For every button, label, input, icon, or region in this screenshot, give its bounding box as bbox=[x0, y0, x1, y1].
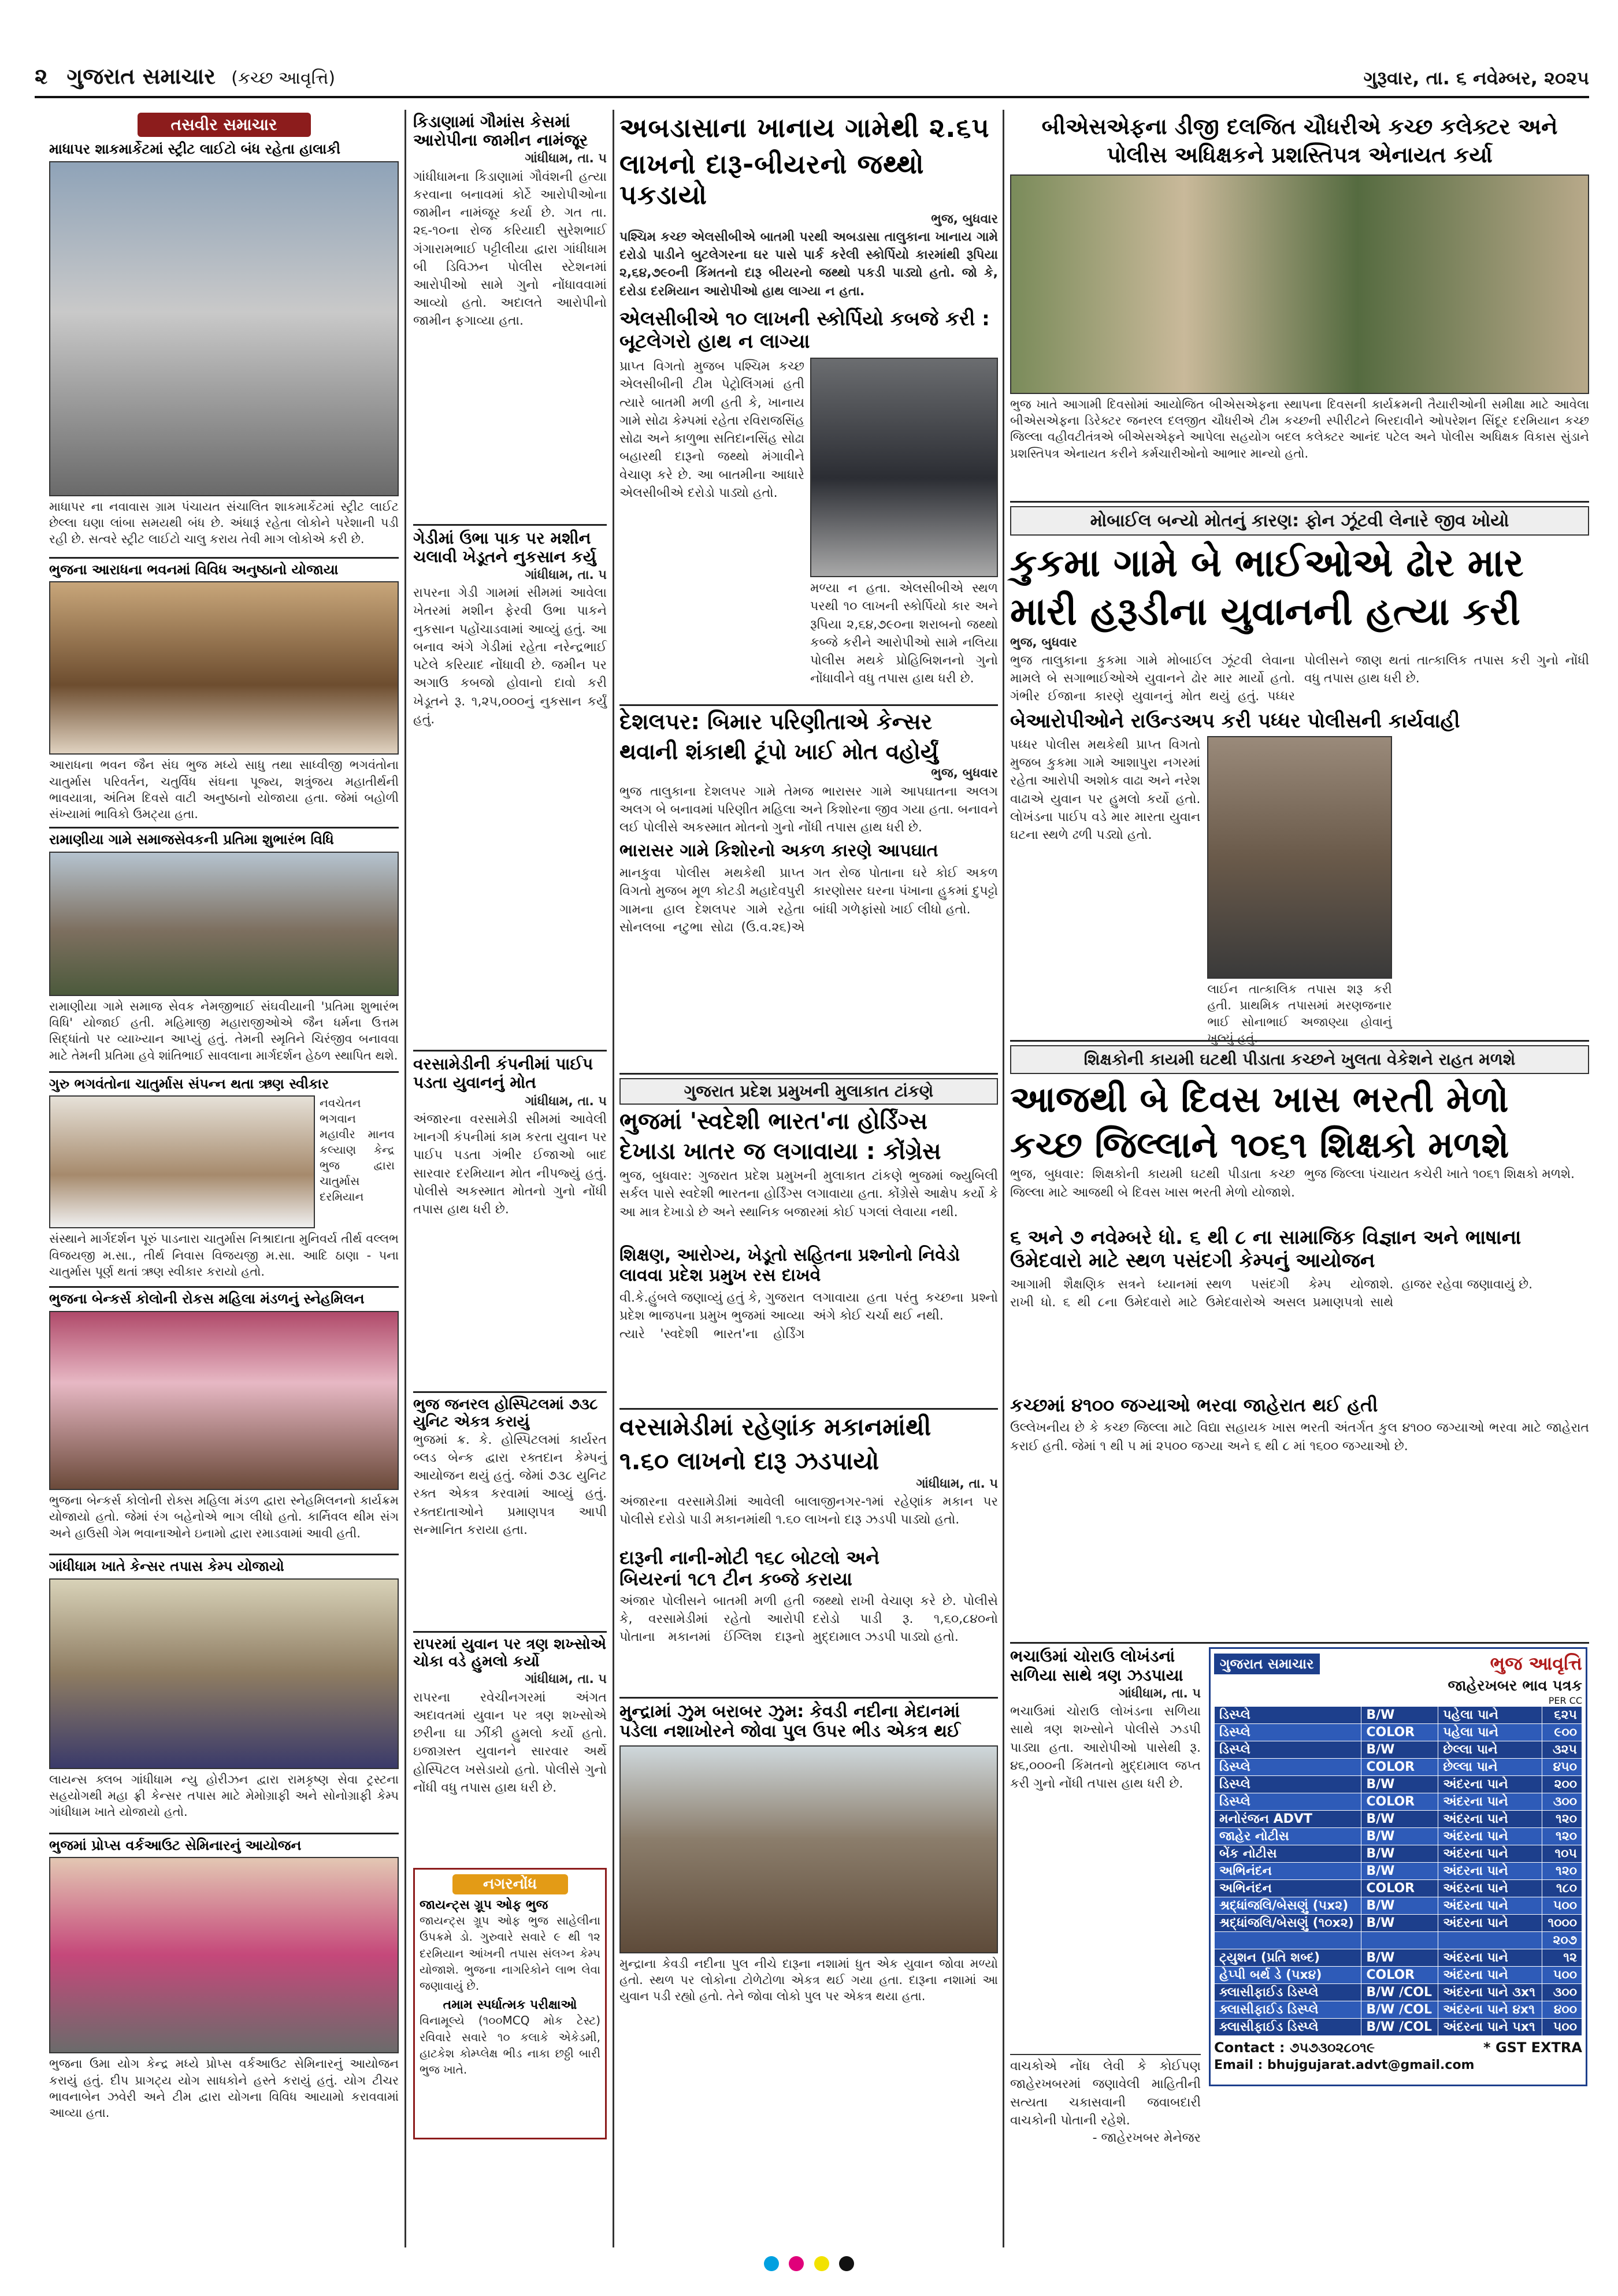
ad-cell-type: B/W bbox=[1361, 1811, 1438, 1828]
contact-label: Contact : bbox=[1214, 2039, 1285, 2056]
sub-headline bbox=[619, 1547, 998, 1590]
ad-rate-row bbox=[1215, 1724, 1582, 1741]
column-divider bbox=[1003, 110, 1004, 2247]
lead-headline bbox=[619, 113, 998, 210]
ad-cell-name: અભિનંદન bbox=[1215, 1880, 1361, 1897]
ad-cell-type: B/W /COL bbox=[1361, 1984, 1438, 2001]
divider bbox=[1010, 501, 1589, 503]
photo-caption: સંસ્થાને માર્ગદર્શન પૂરું પાડનારા ચાતુર્માસ નિશ્રાદાતા મુનિવર્ય તીર્થ વલ્લભ વિજયજી મ.સા., તીર્થ નિવાસ વિજયજી મ.સા. આદિ ઠાણા - પના ચાતુર્માસ પૂર્ણ થતાં ઋણ સ્વીકાર કરાયો હતો. bbox=[49, 1232, 399, 1279]
story-headline-line2: ૧.૬૦ લાખનો દારૂ ઝડપાયો bbox=[619, 1446, 879, 1475]
divider bbox=[413, 524, 607, 526]
ad-cell-name: ડિસ્પ્લે bbox=[1215, 1776, 1361, 1793]
story-headline: ભુજ જનરલ હોસ્પિટલમાં ૭૩૮ યુનિટ એકત્ર કરાયું bbox=[413, 1395, 598, 1431]
ad-cell-type: B/W bbox=[1361, 1897, 1438, 1915]
lead-headline-line2: મારી હરૂડીના યુવાનની હત્યા કરી bbox=[1010, 589, 1521, 634]
nagarnondh-box bbox=[413, 1868, 607, 2139]
contact-phone[interactable]: ૭૫૭૩૦૨૮૦૧૯ bbox=[1289, 2039, 1375, 2056]
notice-signature: - જાહેરખબર મેનેજર bbox=[1092, 2131, 1201, 2146]
column-divider bbox=[404, 110, 406, 2247]
story-kicker: મોબાઈલ બન્યો મોતનું કારણ: ફોન ઝૂંટવી લેનારે જીવ ખોયો bbox=[1010, 506, 1589, 536]
right-news-column bbox=[1010, 113, 1589, 2250]
ad-rate-card bbox=[1209, 1647, 1587, 2086]
photo-caption: લાઈન તાત્કાલિક તપાસ શરૂ કરી હતી. પ્રાથમિક તપાસમાં મરણજનાર ભાઈ સોનાભાઈ અજાણ્યા હોવાનું ખુલ્યું હતું. bbox=[1207, 982, 1392, 1045]
story-headline-line1: વરસામેડીમાં રહેણાંક મકાનમાંથી bbox=[619, 1413, 932, 1441]
photo-news-column bbox=[49, 113, 399, 2250]
ad-cell-name: ડિસ્પ્લે bbox=[1215, 1724, 1361, 1741]
ad-cell-name: ક્લાસીફાઈડ ડિસ્પ્લે bbox=[1215, 2019, 1361, 2036]
story-body-continued: મળ્યા ન હતા. એલસીબીએ સ્થળ પરથી ૧૦ લાખની સ્કોર્પિયો કાર અને રૂપિયા ૨,૬૪,૭૯૦ના શરાબનો જથ્થો કબ્જે કરીને આરોપીઓ સામે નલિયા પોલીસ મથકે પ્રોહિબિશનનો ગુનો નોંધાવીને વધુ તપાસ હાથ ધરી છે. bbox=[810, 581, 998, 686]
ad-cell-page: અંદરના પાને bbox=[1438, 1776, 1542, 1793]
ad-cell-rate: ૪૫૦ bbox=[1542, 1759, 1582, 1776]
story-headline: રાપરમાં યુવાન પર ત્રણ શખ્સોએ ચોકા વડે હુમલો કર્યો bbox=[413, 1635, 607, 1670]
ad-cell-type: B/W bbox=[1361, 1863, 1438, 1880]
ad-rate-row bbox=[1215, 1967, 1582, 1984]
photo-caption: ભુજના બેન્કર્સ કોલોની રોક્સ મહિલા મંડળ દ્વારા સ્નેહમિલનનો કાર્યક્રમ યોજાયો હતો. જેમાં રંગ બહેનોએ ભાગ લીધો હતો. કાર્નિવલ થીમ સંગ અને હાઉસી ગેમ ભવાનાઓને ઇનામો દ્વારા રમાડવામાં આવી હતી. bbox=[49, 1493, 399, 1540]
story-headline: બીએસએફના ડીજી દલજિત ચૌધરીએ કચ્છ કલેક્ટર અને પોલીસ અધિક્ષકને પ્રશસ્તિપત્ર એનાયત કર્યા bbox=[1041, 114, 1558, 168]
ad-cell-rate: ૪૦૦ bbox=[1542, 2001, 1582, 2019]
story-headline: ભુજના આરાધના ભવનમાં વિવિધ અનુષ્ઠાનો યોજાયા bbox=[49, 561, 339, 578]
ad-cell-page: પહેલા પાને bbox=[1438, 1724, 1542, 1741]
sub-headline: એલસીબીએ ૧૦ લાખની સ્કોર્પિયો કબજે કરી : બૂટલેગરો હાથ ન લાગ્યા bbox=[619, 307, 990, 353]
ad-cell-page: અંદરના પાને bbox=[1438, 1915, 1542, 1932]
ad-edition: ભુજ આવૃત્તિ bbox=[1490, 1652, 1582, 1675]
ad-rate-row bbox=[1215, 2001, 1582, 2019]
news-photo bbox=[49, 161, 399, 496]
story-body: ભચાઉમાં ચોરાઉ લોખંડના સળિયા સાથે ત્રણ શખ્સોને પોલીસે ઝડપી પાડ્યા હતા. આરોપીઓ પાસેથી રૂ. ૪૬,૦૦૦ની કિંમતનો મુદ્દામાલ જપ્ત કરી ગુનો નોંધી તપાસ હાથ ધરી છે. bbox=[1010, 1704, 1201, 1792]
ad-cell-type: B/W bbox=[1361, 1776, 1438, 1793]
ad-cell-page bbox=[1438, 1932, 1542, 1949]
story-body: ભુજ તાલુકાના દેશલપર ગામે તેમજ ભારાસર ગામે આપઘાતના અલગ અલગ બે બનાવમાં પરિણીત મહિલા અને કિશોરના જીવ ગયા હતા. બનાવને લઈ પોલીસે અકસ્માત મોતનો ગુનો નોંધી તપાસ હાથ ધરી છે. bbox=[619, 784, 998, 835]
ad-cell-rate: ૧૨૦ bbox=[1542, 1811, 1582, 1828]
ad-cell-rate: ૫૦૦ bbox=[1542, 1967, 1582, 1984]
ad-cell-type: B/W bbox=[1361, 1915, 1438, 1932]
ad-cell-name: બેંક નોટીસ bbox=[1215, 1845, 1361, 1863]
ad-rate-row bbox=[1215, 1932, 1582, 1949]
divider bbox=[49, 557, 399, 559]
ad-cell-page: અંદરના પાને ૩x૧ bbox=[1438, 1984, 1542, 2001]
photo-caption: લાયન્સ ક્લબ ગાંધીધામ ન્યુ હોરીઝન દ્વારા રામકૃષ્ણ સેવા ટ્રસ્ટના સહયોગથી મહા ફ્રી કેન્સર તપાસ માટે મેમોગ્રાફી અને સોનોગ્રાફી કેમ્પ ગાંધીધામ ખાતે યોજાયો હતો. bbox=[49, 1772, 399, 1819]
story-body: રાપરના ગેડી ગામમાં સીમમાં આવેલા ખેતરમાં મશીન ફેરવી ઉભા પાકને નુકસાન પહોંચાડવામાં આવ્યું હતું. આ બનાવ અંગે ગેડીમાં રહેતા નરેન્દ્રભાઈ પટેલે કરિયાદ નોંધાવી છે. જમીન પર અગાઉ કબજો હોવાનો દાવો કરી ખેડૂતને રૂ. ૧,૨૫,૦૦૦નું નુકસાન કર્યું હતું. bbox=[413, 586, 607, 727]
dateline: ગાંધીધામ, તા. ૫ bbox=[525, 567, 607, 582]
ad-cell-rate: ૨૦૭ bbox=[1542, 1932, 1582, 1949]
story-body: ભુજમાં ક્ર. કે. હોસ્પિટલમાં કાર્યરત બ્લડ બેન્ક દ્વારા રક્તદાન કેમ્પનું આયોજન થયું હતું. જેમાં ૭૩૮ યુનિટ રક્ત એકત્ર કરવામાં આવ્યું હતું. રક્તદાતાઓને પ્રમાણપત્ર આપી સન્માનિત કરાયા હતા. bbox=[413, 1432, 607, 1537]
ad-cell-name: શ્રદ્ધાંજલિ/બેસણું (૧૦x૨) bbox=[1215, 1915, 1361, 1932]
victim-photo bbox=[1207, 736, 1391, 979]
lead-headline-line2: કચ્છ જિલ્લાને ૧૦૬૧ શિક્ષકો મળશે bbox=[1010, 1124, 1509, 1166]
divider bbox=[49, 1833, 399, 1834]
ad-cell-page: અંદરના પાને bbox=[1438, 1897, 1542, 1915]
ad-cell-rate: ૩૦૦ bbox=[1542, 1984, 1582, 2001]
lead-headline bbox=[1010, 541, 1589, 634]
page-number: ૨ bbox=[35, 64, 48, 89]
ad-cell-name: ટ્યુશન (પ્રતિ શબ્દ) bbox=[1215, 1949, 1361, 1967]
lead-intro: પશ્ચિમ કચ્છ એલસીબીએ બાતમી પરથી અબડાસા તાલુકાના ખાનાય ગામે દરોડો પાડીને બુટલેગરના ઘર પાસે પાર્ક કરેલી સ્કોર્પિયો કારમાંથી રૂપિયા ૨,૬૪,૭૯૦ની કિંમતનો દારૂ બીયરનો જથ્થો પકડી પાડ્યો હતો. જો કે, દરોડા દરમિયાન આરોપીઓ હાથ લાગ્યા ન હતા. bbox=[619, 229, 998, 299]
story-kicker: ગુજરાત પ્રદેશ પ્રમુખની મુલાકાત ટાંકણે bbox=[619, 1078, 998, 1105]
sub-headline-line1: દારૂની નાની-મોટી ૧૬૮ બોટલો અને bbox=[619, 1547, 879, 1569]
story-headline-line1: દેશલપર: બિમાર પરિણીતાએ કેન્સર bbox=[619, 709, 933, 735]
ad-cell-page: અંદરના પાને bbox=[1438, 1863, 1542, 1880]
ad-cell-page: અંદરના પાને bbox=[1438, 1793, 1542, 1811]
news-photo bbox=[49, 581, 399, 755]
news-photo bbox=[49, 1095, 315, 1228]
ad-cell-name: ડિસ્પ્લે bbox=[1215, 1707, 1361, 1724]
note-body: જાયન્ટ્સ ગ્રૂપ ઓફ ભુજ સાહેલીના ઉપક્રમે ડો. ગુરુવારે સવારે ૯ થી ૧૨ દરમિયાન આંખની તપાસ સંલગ્ન કેમ્પ યોજાશે. ભુજના નાગરિકોને લાભ લેવા જણાવાયું છે. bbox=[420, 1913, 600, 1993]
note-body: વિનામૂલ્યે (૧૦૦MCQ મોક ટેસ્ટ) રવિવારે સવારે ૧૦ કલાકે એકેડમી, હાટકેશ કોમ્પ્લેક્ષ ભીડ નાકા છઠ્ઠી બારી ભુજ ખાતે. bbox=[420, 2013, 600, 2077]
divider bbox=[1010, 1040, 1589, 1042]
story-headline: વરસામેડીની કંપનીમાં પાઈપ પડતા યુવાનનું મોત bbox=[413, 1054, 593, 1093]
ad-cell-name: ડિસ્પ્લે bbox=[1215, 1759, 1361, 1776]
story-headline: રામાણીયા ગામે સમાજસેવકની પ્રતિમા શુભારંભ વિધિ bbox=[49, 831, 334, 848]
dateline: ગાંધીધામ, તા. ૫ bbox=[1119, 1686, 1201, 1701]
ad-cell-rate: ૩૦૦ bbox=[1542, 1793, 1582, 1811]
main-news-column bbox=[619, 113, 998, 2250]
gst-note: * GST EXTRA bbox=[1483, 2039, 1582, 2056]
story-headline: ભારાસર ગામે કિશોરનો અકળ કારણે આપઘાત bbox=[619, 840, 938, 861]
lead-headline-line2: લાખનો દારૂ-બીયરનો જથ્થો પકડાયો bbox=[619, 148, 925, 210]
ad-cell-name: મનોરંજન ADVT bbox=[1215, 1811, 1361, 1828]
black-mark bbox=[839, 2256, 854, 2271]
story-body: માનકુવા પોલીસ મથકેથી પ્રાપ્ત વિગતો મુજબ મૂળ કોટડી મહાદેવપુરી ગામના હાલ દેશલપર ગામે રહેતા સોનલબા નટુભા સોઢા (ઉ.વ.૨૬)એ ગત રોજ પોતાના ઘરે કોઈ અકળ કારણોસર ઘરના પંખાના હુકમાં દુપટ્ટો બાંધી ગળેફાંસો ખાઈ લીધો હતો. bbox=[619, 866, 998, 935]
ad-cell-rate: ૯૦૦ bbox=[1542, 1724, 1582, 1741]
ad-cell-type: COLOR bbox=[1361, 1793, 1438, 1811]
advert-notice: વાચકોએ નોંધ લેવી કે કોઈપણ જાહેરખબરમાં જણાવેલી માહિતીની સત્યતા ચકાસવાની જવાબદારી વાચકોની પોતાની રહેશે. bbox=[1010, 2054, 1201, 2129]
ad-cell-type: B/W /COL bbox=[1361, 2019, 1438, 2036]
story-body: ભુજ તાલુકાના કુકમા ગામે મોબાઈલ ઝૂંટવી લેવાના મામલે બે સગાભાઈઓએ યુવાનને ઢોર માર માર્યો હતો. ગંભીર ઈજાના કારણે યુવાનનું મોત થયું હતું. પધ્ધર પોલીસને જાણ થતાં તાત્કાલિક તપાસ કરી ગુનો નોંધી વધુ તપાસ હાથ ધરી છે. bbox=[1010, 653, 1589, 704]
ad-cell-rate: ૫૦૦ bbox=[1542, 2019, 1582, 2036]
ad-rate-row bbox=[1215, 2019, 1582, 2036]
print-marks bbox=[0, 2256, 1618, 2279]
ad-rate-row bbox=[1215, 1863, 1582, 1880]
lead-headline-line1: કુકમા ગામે બે ભાઈઓએ ઢોર માર bbox=[1010, 540, 1524, 585]
dateline: ભુજ, બુધવાર bbox=[1010, 635, 1077, 650]
ad-cell-type: B/W bbox=[1361, 1707, 1438, 1724]
ad-cell-page: છેલ્લા પાને bbox=[1438, 1759, 1542, 1776]
story-body: ઉલ્લેખનીય છે કે કચ્છ જિલ્લા માટે વિદ્યા સહાયક ખાસ ભરતી અંતર્ગત કુલ ૪૧૦૦ જગ્યાઓ ભરવા માટે જાહેરાત કરાઈ હતી. જેમાં ૧ થી ૫ માં ૨૫૦૦ જગ્યા અને ૬ થી ૮ માં ૧૬૦૦ જગ્યાઓ છે. bbox=[1010, 1421, 1589, 1454]
story-headline: માધાપર શાકમાર્કેટમાં સ્ટ્રીટ લાઈટો બંધ રહેતા હાલાકી bbox=[49, 141, 341, 157]
ad-cell-type: COLOR bbox=[1361, 1967, 1438, 1984]
ad-cell-page: અંદરના પાને ૪x૧ bbox=[1438, 2001, 1542, 2019]
section-tag: તસવીર સમાચાર bbox=[138, 113, 311, 137]
divider bbox=[413, 1391, 607, 1393]
magenta-mark bbox=[789, 2256, 804, 2271]
story-headline bbox=[619, 1413, 998, 1475]
sub-headline-line2: બિયરનાં ૧૮૧ ટીન કબ્જે કરાયા bbox=[619, 1567, 852, 1590]
ad-cell-name: ક્લાસીફાઈડ ડિસ્પ્લે bbox=[1215, 2001, 1361, 2019]
news-photo bbox=[49, 1578, 399, 1769]
yellow-mark bbox=[814, 2256, 829, 2271]
ad-cell-name: હેપ્પી બર્થ ડે (૫x૪) bbox=[1215, 1967, 1361, 1984]
sub-headline: ૬ અને ૭ નવેમ્બરે ધો. ૬ થી ૮ ના સામાજિક વિજ્ઞાન અને ભાષાના ઉમેદવારો માટે સ્થળ પસંદગી કેમ્પનું આયોજન bbox=[1010, 1226, 1521, 1272]
ad-cell-page: અંદરના પાને ૫x૧ bbox=[1438, 2019, 1542, 2036]
story-headline: ગાંધીધામ ખાતે કેન્સર તપાસ કેમ્પ યોજાયો bbox=[49, 1558, 284, 1574]
ad-per-unit: PER CC bbox=[1548, 1695, 1582, 1707]
ad-cell-type: B/W bbox=[1361, 1949, 1438, 1967]
edition-label: (કચ્છ આવૃત્તિ) bbox=[231, 68, 336, 88]
masthead bbox=[35, 64, 1589, 98]
cyan-mark bbox=[764, 2256, 779, 2271]
divider bbox=[413, 1631, 607, 1633]
dateline: ગાંધીધામ, તા. ૫ bbox=[916, 1476, 998, 1491]
ad-cell-name: શ્રદ્ધાંજલિ/બેસણું (૫x૨) bbox=[1215, 1897, 1361, 1915]
ad-cell-page: પહેલા પાને bbox=[1438, 1707, 1542, 1724]
sub-headline: શિક્ષણ, આરોગ્ય, ખેડૂતો સહિતના પ્રશ્નોનો નિવેડો લાવવા પ્રદેશ પ્રમુખ રસ દાખવે bbox=[619, 1245, 960, 1286]
note-headline: તમામ સ્પર્ધાત્મક પરીક્ષાઓ bbox=[443, 1997, 577, 2012]
story-body: આગામી શૈક્ષણિક સત્રને ધ્યાનમાં રાખી ધો. ૬ થી ૮ના ઉમેદવારો માટે સ્થળ પસંદગી કેમ્પ યોજાશે. ઉમેદવારોએ અસલ પ્રમાણપત્રો સાથે હાજર રહેવા જણાવાયું છે. bbox=[1010, 1277, 1533, 1310]
ad-rate-row bbox=[1215, 1707, 1582, 1724]
ad-cell-rate: ૧૦૦૦ bbox=[1542, 1915, 1582, 1932]
story-headline: ભચાઉમાં ચોરાઉ લોખંડનાં સળિયા સાથે ત્રણ ઝડપાયા bbox=[1010, 1647, 1183, 1685]
divider bbox=[1010, 1642, 1589, 1644]
email-label: Email : bbox=[1214, 2058, 1263, 2073]
story-headline: કિડાણામાં ગૌમાંસ કેસમાં આરોપીના જામીન નામંજૂર bbox=[413, 112, 588, 150]
ad-cell-rate: ૧૨૦ bbox=[1542, 1828, 1582, 1845]
box-headline: કચ્છમાં ૪૧૦૦ જગ્યાઓ ભરવા જાહેરાત થઈ હતી bbox=[1010, 1394, 1378, 1416]
note-headline: જાયન્ટ્સ ગ્રૂપ ઓફ ભુજ bbox=[420, 1897, 548, 1912]
ad-cell-type: COLOR bbox=[1361, 1759, 1438, 1776]
divider bbox=[619, 1697, 998, 1699]
news-photo bbox=[49, 1311, 399, 1490]
story-body: અંજાર પોલીસને બાતમી મળી હતી કે, વરસામેડીમાં રહેતો આરોપી પોતાના મકાનમાં ઈંગ્લિશ દારૂનો જથ્થો રાખી વેચાણ કરે છે. પોલીસે દરોડો પાડી રૂ. ૧,૬૦,૮૪૦નો મુદ્દામાલ ઝડપી પાડ્યો હતો. bbox=[619, 1593, 998, 1645]
ad-cell-name: ડિસ્પ્લે bbox=[1215, 1741, 1361, 1759]
ad-cell-page: અંદરના પાને bbox=[1438, 1811, 1542, 1828]
ad-cell-rate: ૧૨ bbox=[1542, 1949, 1582, 1967]
photo-caption: મુન્દ્રાના કેવડી નદીના પુલ નીચે દારૂના નશામાં ધુત એક યુવાન જોવા મળ્યો હતો. સ્થળ પર લોકોના ટોળેટોળા એકત્ર થઈ ગયા હતા. દારૂના નશામાં આ યુવાન પડી રહ્યો હતો. તેને જોવા લોકો પુલ પર એકત્ર થયા હતા. bbox=[619, 1956, 998, 2004]
story-headline-line2: પડેલા નશાખોરને જોવા પુલ ઉપર ભીડ એકત્ર થઈ bbox=[619, 1721, 961, 1742]
news-photo bbox=[619, 1745, 998, 1953]
ad-cell-name: જાહેર નોટીસ bbox=[1215, 1828, 1361, 1845]
lead-headline-line1: અબડાસાના ખાનાય ગામેથી ૨.૬૫ bbox=[619, 112, 990, 143]
ad-brand: ગુજરાત સમાચાર bbox=[1214, 1654, 1320, 1674]
ad-rate-table bbox=[1214, 1706, 1582, 2036]
story-headline: ગુરુ ભગવંતોના ચાતુર્માસ સંપન્ન થતા ઋણ સ્વીકાર bbox=[49, 1075, 329, 1092]
dateline: ગાંધીધામ, તા. ૫ bbox=[525, 151, 607, 166]
nagarnondh-tag: નગરનોંધ bbox=[452, 1874, 568, 1894]
ad-cell-rate: ૧૦૫ bbox=[1542, 1845, 1582, 1863]
ad-rate-row bbox=[1215, 1776, 1582, 1793]
masthead-left bbox=[35, 64, 335, 90]
story-headline-line2: દેખાડા ખાતર જ લગાવાયા : કોંગ્રેસ bbox=[619, 1138, 941, 1165]
ad-rate-row bbox=[1215, 1897, 1582, 1915]
ad-cell-type: COLOR bbox=[1361, 1880, 1438, 1897]
ad-rate-row bbox=[1215, 1741, 1582, 1759]
dateline: ગાંધીધામ, તા. ૫ bbox=[525, 1094, 607, 1109]
ad-rate-row bbox=[1215, 1845, 1582, 1863]
story-headline: ભુજના બેન્કર્સ કોલોની રોકસ મહિલા મંડળનું સ્નેહમિલન bbox=[49, 1291, 365, 1307]
ad-cell-rate: ૧૨૦ bbox=[1542, 1863, 1582, 1880]
ad-cell-rate: ૨૦૦ bbox=[1542, 1776, 1582, 1793]
ad-cell-rate: ૧૮૦ bbox=[1542, 1880, 1582, 1897]
divider bbox=[413, 1050, 607, 1052]
story-headline-line1: ભુજમાં 'સ્વદેશી ભારત'ના હોર્ડિંગ્સ bbox=[619, 1108, 928, 1135]
masthead-date: ગુરૂવાર, તા. ૬ નવેમ્બર, ૨૦૨૫ bbox=[1363, 67, 1589, 89]
story-body: ગાંધીધામના કિડાણામાં ગૌવંશની હત્યા કરવાના બનાવમાં કોર્ટે આરોપીઓના જામીન નામંજૂર કર્યા છે. ગત તા. ૨૬-૧૦ના રોજ કરિયાદી સુરેશભાઈ ગંગારામભાઈ પટ્ટીલીયા દ્વારા ગાંધીધામ બી ડિવિઝન પોલીસ સ્ટેશનમાં આરોપીઓ સામે ગુનો નોંધાવવામાં આવ્યો હતો. અદાલતે આરોપીનો જામીન ફગાવ્યા હતા. bbox=[413, 169, 607, 329]
story-headline bbox=[619, 1702, 998, 1742]
story-body: વી.કે.હુંબલે જણાવ્યું હતું કે, ગુજરાત પ્રદેશ ભાજપના પ્રમુખ ભુજમાં આવ્યા ત્યારે 'સ્વદેશી ભારત'ના હોર્ડિંગ લગાવાયા હતા પરંતુ કચ્છના પ્રશ્નો અંગે કોઈ ચર્ચા થઈ નથી. bbox=[619, 1291, 998, 1342]
story-body: ભુજ, બુધવાર: શિક્ષકોની કાયમી ઘટથી પીડાતા કચ્છ જિલ્લા માટે આજથી બે દિવસ ખાસ ભરતી મેળો યોજાશે. ભુજ જિલ્લા પંચાયત કચેરી ખાતે ૧૦૬૧ શિક્ષકો મળશે. bbox=[1010, 1167, 1575, 1200]
ad-cell-page: અંદરના પાને bbox=[1438, 1949, 1542, 1967]
ad-rate-row bbox=[1215, 1949, 1582, 1967]
ad-rate-row bbox=[1215, 1915, 1582, 1932]
ad-cell-rate: ૫૦૦ bbox=[1542, 1897, 1582, 1915]
ad-rate-row bbox=[1215, 1793, 1582, 1811]
story-body-continued bbox=[1399, 736, 1589, 1036]
photo-caption: ભુજ ખાતે આગામી દિવસોમાં આયોજિત બીએસએફના સ્થાપના દિવસની કાર્યક્રમની તૈયારીઓની સમીક્ષા માટે આવેલા બીએસએફના ડિરેક્ટર જનરલ દલજીત ચૌધરીએ ટીમ કચ્છની સ્પીરીટને બિરદાવીને ઓપરેશન સિંદૂર દરમિયાન કચ્છ જિલ્લા વહીવટીતંત્રએ બીએસએફને આપેલા સહયોગ બદલ કલેક્ટર આનંદ પટેલ અને પોલીસ અધિક્ષક વિકાસ સુંડાને પ્રશસ્તિપત્ર એનાયત કરીને કર્મચારીઓનો આભાર માન્યો હતો. bbox=[1010, 397, 1589, 460]
story-body: રાપરના રવેચીનગરમાં અંગત અદાવતમાં યુવાન પર ત્રણ શખ્સોએ છરીના ઘા ઝીંકી હુમલો કર્યો હતો. ઇજાગ્રસ્ત યુવાનને સારવાર અર્થે હોસ્પિટલ ખસેડાયો હતો. પોલીસે ગુનો નોંધી વધુ તપાસ હાથ ધરી છે. bbox=[413, 1690, 607, 1795]
ad-rate-row bbox=[1215, 1880, 1582, 1897]
ad-cell-page: અંદરના પાને bbox=[1438, 1828, 1542, 1845]
divider bbox=[619, 704, 998, 706]
photo-caption: માધાપર ના નવાવાસ ગ્રામ પંચાયત સંચાલિત શાકમાર્કેટમાં સ્ટ્રીટ લાઈટ છેલ્લા ઘણા લાંબા સમયથી બંધ છે. અંધારૂં રહેતા લોકોને પરેશાની પડી રહી છે. સત્વરે સ્ટ્રીટ લાઈટો ચાલુ કરાય તેવી માગ લોકોએ કરી છે. bbox=[49, 499, 399, 547]
ad-rate-row bbox=[1215, 1828, 1582, 1845]
ad-cell-type: B/W bbox=[1361, 1845, 1438, 1863]
ad-cell-name: ક્લાસીફાઈડ ડિસ્પ્લે bbox=[1215, 1984, 1361, 2001]
ad-cell-type: B/W bbox=[1361, 1828, 1438, 1845]
sub-headline: બેઆરોપીઓને રાઉન્ડઅપ કરી પધ્ધર પોલીસની કાર્યવાહી bbox=[1010, 709, 1460, 733]
ceremony-photo bbox=[1010, 174, 1589, 394]
story-body: પધ્ધર પોલીસ મથકેથી પ્રાપ્ત વિગતો મુજબ કુકમા ગામે આશાપુરા નગરમાં રહેતા આરોપી અશોક વાઢા અને નરેશ વાઢાએ યુવાન પર હુમલો કર્યો હતો. લોખંડના પાઈપ વડે માર મારતા યુવાન ઘટના સ્થળે ઢળી પડ્યો હતો. bbox=[1010, 737, 1201, 843]
ad-rate-row bbox=[1215, 1759, 1582, 1776]
photo-caption: આરાધના ભવન જૈન સંઘ ભુજ મધ્યે સાધુ તથા સાધ્વીજી ભગવંતોના ચાતુર્માસ પરિવર્તન, ચતુર્વિધ સંઘના પૂજ્ય, શત્રુંજય મહાતીર્થની ભાવયાત્રા, અંતિમ દિવસે વાટી અનુષ્ઠાનો યોજાયા હતા. જેમાં બહોળી સંખ્યામાં ભાવિકો ઉમટ્યા હતા. bbox=[49, 758, 399, 822]
divider bbox=[49, 1071, 399, 1073]
lead-headline-line1: આજથી બે દિવસ ખાસ ભરતી મેળો bbox=[1010, 1078, 1509, 1120]
story-headline bbox=[619, 1108, 998, 1165]
ad-cell-name bbox=[1215, 1932, 1361, 1949]
ad-cell-page: અંદરના પાને bbox=[1438, 1967, 1542, 1984]
story-headline: ગેડીમાં ઉભા પાક પર મશીન ચલાવી ખેડૂતને નુકસાન કર્યુ bbox=[413, 528, 596, 566]
story-body: અંજારના વરસામેડીમાં આવેલી બાલાજીનગર-૧માં રહેણાંક મકાન પર પોલીસે દરોડો પાડી મકાનમાંથી ૧.૬૦ લાખનો દારૂ ઝડપી પાડ્યો હતો. bbox=[619, 1495, 998, 1528]
ad-cell-type: COLOR bbox=[1361, 1724, 1438, 1741]
dateline: ભુજ, બુધવાર bbox=[931, 766, 998, 781]
ad-cell-rate: ૬૨૫ bbox=[1542, 1707, 1582, 1724]
story-headline-line2: થવાની શંકાથી ટૂંપો ખાઈ મોત વહોર્યું bbox=[619, 738, 938, 764]
short-news-column bbox=[413, 113, 607, 2250]
ad-cell-type bbox=[1361, 1932, 1438, 1949]
story-kicker: શિક્ષકોની કાયમી ઘટથી પીડાતા કચ્છને ખુલતા વેકેશને રાહત મળશે bbox=[1010, 1045, 1589, 1074]
lead-headline bbox=[1010, 1079, 1589, 1166]
divider bbox=[49, 1286, 399, 1288]
ad-title: જાહેરખબર ભાવ પત્રક bbox=[1448, 1677, 1582, 1695]
divider bbox=[619, 1408, 998, 1410]
divider bbox=[619, 1073, 998, 1075]
ad-cell-rate: ૩૨૫ bbox=[1542, 1741, 1582, 1759]
dateline: ભુજ, બુધવાર bbox=[931, 211, 998, 226]
ad-cell-name: અભિનંદન bbox=[1215, 1863, 1361, 1880]
story-body: અંજારના વરસામેડી સીમમાં આવેલી ખાનગી કંપનીમાં કામ કરતા યુવાન પર પાઈપ પડતા ગંભીર ઈજાઓ બાદ સારવાર દરમિયાન મોત નીપજ્યું હતું. પોલીસે અકસ્માત મોતનો ગુનો નોંધી તપાસ હાથ ધરી છે. bbox=[413, 1112, 607, 1217]
ad-cell-type: B/W /COL bbox=[1361, 2001, 1438, 2019]
ad-cell-page: છેલ્લા પાને bbox=[1438, 1741, 1542, 1759]
ad-rate-row bbox=[1215, 1984, 1582, 2001]
news-photo bbox=[49, 852, 399, 996]
story-headline-line1: મુન્દ્રામાં ઝુમ બરાબર ઝુમ: કેવડી નદીના મેદાનમાં bbox=[619, 1701, 960, 1722]
contact-email[interactable]: bhujgujarat.advt@gmail.com bbox=[1267, 2058, 1475, 2073]
dateline: ગાંધીધામ, તા. ૫ bbox=[525, 1672, 607, 1687]
story-body: પ્રાપ્ત વિગતો મુજબ પશ્ચિમ કચ્છ એલસીબીની ટીમ પેટ્રોલિંગમાં હતી ત્યારે બાતમી મળી હતી કે, ખાનાય ગામે સોઢા કેમ્પમાં રહેતા રવિરાજસિંહ સોઢા અને કાળુભા સતિદાનસિંહ સોઢા બહારથી દારૂનો જથ્થો મંગાવીને વેચાણ કરે છે. આ બાતમીના આધારે એલસીબીએ દરોડો પાડ્યો હતો. bbox=[619, 359, 804, 500]
ad-cell-type: B/W bbox=[1361, 1741, 1438, 1759]
paper-name: ગુજરાત સમાચાર bbox=[66, 64, 216, 89]
side-caption: નવચેતન ભગવાન મહાવીર માનવ કલ્યાણ કેન્દ્ર ભુજ દ્વારા ચાતુર્માસ દરમિયાન bbox=[320, 1096, 395, 1204]
story-body bbox=[619, 579, 804, 701]
divider bbox=[49, 1554, 399, 1555]
story-headline bbox=[619, 709, 998, 764]
photo-caption: ભુજના ઉમા યોગ કેન્દ્ર મધ્યે પ્રોપ્સ વર્કઆઉટ સેમિનારનું આયોજન કરાયું હતું. દીપ પ્રાગટ્ય યોગ સાધકોને હસ્તે કરાયું હતું. યોગ ટીચર ભાવનાબેન ઝવેરી અને ટીમ દ્વારા યોગના વિવિધ આયામો કરાવવામાં આવ્યા હતા. bbox=[49, 2057, 399, 2120]
photo-caption: રામાણીયા ગામે સમાજ સેવક નેમજીભાઈ સંઘવીયાની 'પ્રતિમા શુભારંભ વિધિ' યોજાઈ હતી. મહિમાજી મહારાજીઓએ જૈન ધર્મના ઉત્તમ સિદ્ધાંતો પર વ્યાખ્યાન આપ્યું હતું. તેમની સ્મૃતિને ચિરંજીવ બનાવવા માટે તેમની પ્રતિમા હવે શાંતિભાઈ સાવલાના માર્ગદર્શન હેઠળ સ્થાપિત થશે. bbox=[49, 999, 399, 1062]
news-photo bbox=[49, 1857, 399, 2053]
story-headline: ભુજમાં પ્રોપ્સ વર્કઆઉટ સેમિનારનું આયોજન bbox=[49, 1837, 302, 1853]
ad-rate-row bbox=[1215, 1811, 1582, 1828]
ad-cell-name: ડિસ્પ્લે bbox=[1215, 1793, 1361, 1811]
ad-cell-page: અંદરના પાને bbox=[1438, 1880, 1542, 1897]
story-body: ભુજ, બુધવાર: ગુજરાત પ્રદેશ પ્રમુખની મુલાકાત ટાંકણે ભુજમાં જ્યુબિલી સર્કલ પાસે સ્વદેશી ભારતના હોર્ડિંગ્સ લગાવાયા હતા. કોંગ્રેસે આક્ષેપ કર્યો કે આ માત્ર દેખાડો છે અને સ્થાનિક બજારમાં કોઈ પગલાં લેવાયા નથી. bbox=[619, 1169, 998, 1220]
ad-cell-page: અંદરના પાને bbox=[1438, 1845, 1542, 1863]
column-divider bbox=[613, 110, 614, 2247]
divider bbox=[49, 827, 399, 829]
car-photo bbox=[810, 358, 998, 577]
